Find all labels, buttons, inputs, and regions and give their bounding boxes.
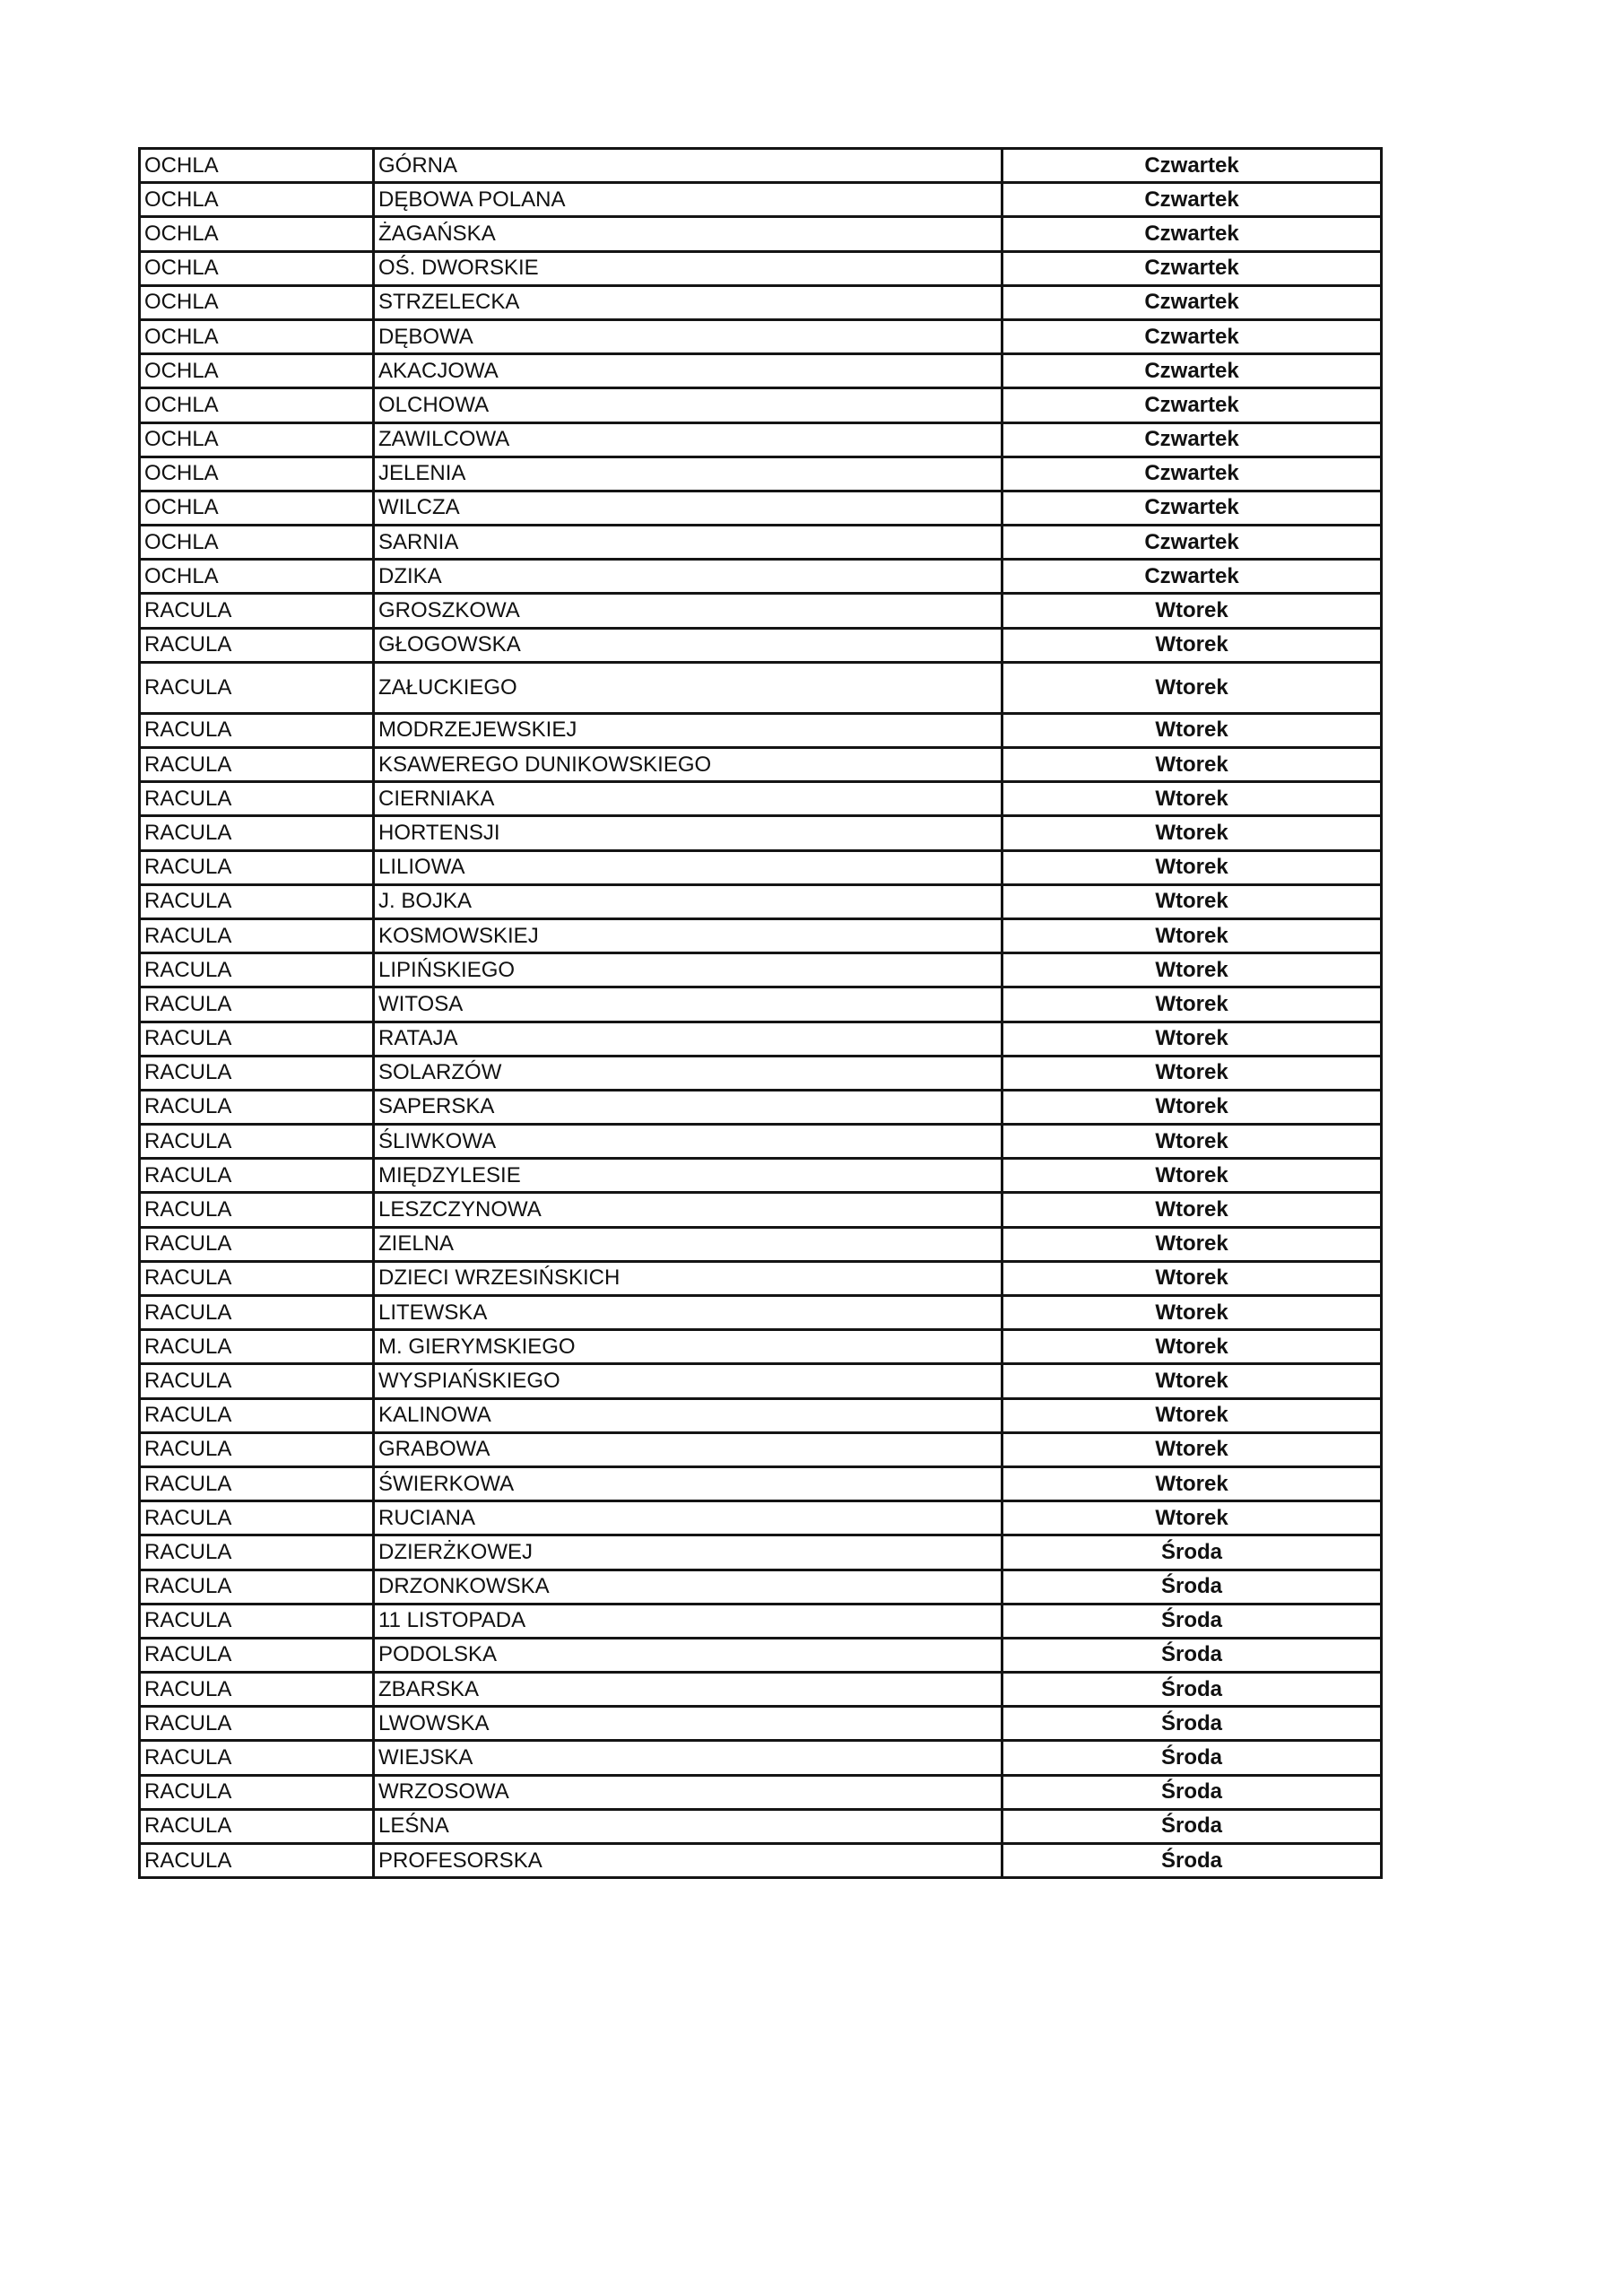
street-cell: KSAWEREGO DUNIKOWSKIEGO <box>374 748 1002 782</box>
table-row <box>140 1398 1382 1432</box>
table-row <box>140 1844 1382 1878</box>
street-cell: LWOWSKA <box>374 1707 1002 1741</box>
collection-day-cell: Wtorek <box>1002 1432 1382 1466</box>
street-cell: WILCZA <box>374 491 1002 525</box>
locality-cell: RACULA <box>140 1296 374 1330</box>
table-row <box>140 1090 1382 1124</box>
street-cell: SOLARZÓW <box>374 1056 1002 1090</box>
street-cell: LEŚNA <box>374 1809 1002 1843</box>
locality-cell: RACULA <box>140 1604 374 1638</box>
locality-cell: OCHLA <box>140 526 374 560</box>
collection-day-cell: Wtorek <box>1002 1125 1382 1159</box>
collection-day-cell: Wtorek <box>1002 1261 1382 1295</box>
table-row <box>140 628 1382 662</box>
street-cell: GROSZKOWA <box>374 594 1002 628</box>
table-row <box>140 918 1382 952</box>
locality-cell: RACULA <box>140 1741 374 1775</box>
table-row <box>140 1775 1382 1809</box>
street-cell: WITOSA <box>374 987 1002 1022</box>
street-cell: STRZELECKA <box>374 285 1002 319</box>
table-row <box>140 1330 1382 1364</box>
locality-cell: RACULA <box>140 1707 374 1741</box>
table-row <box>140 149 1382 183</box>
table-row <box>140 1364 1382 1398</box>
street-cell: ZBARSKA <box>374 1673 1002 1707</box>
street-cell: OŚ. DWORSKIE <box>374 251 1002 285</box>
locality-cell: OCHLA <box>140 149 374 183</box>
table-row <box>140 526 1382 560</box>
table-row <box>140 1638 1382 1672</box>
collection-day-cell: Środa <box>1002 1775 1382 1809</box>
table-row <box>140 1022 1382 1056</box>
collection-day-cell: Czwartek <box>1002 149 1382 183</box>
table-row <box>140 1296 1382 1330</box>
street-cell: MIĘDZYLESIE <box>374 1159 1002 1193</box>
street-cell: OLCHOWA <box>374 388 1002 422</box>
street-cell: WRZOSOWA <box>374 1775 1002 1809</box>
street-cell: ZIELNA <box>374 1227 1002 1261</box>
collection-day-cell: Wtorek <box>1002 1193 1382 1227</box>
locality-cell: RACULA <box>140 987 374 1022</box>
locality-cell: RACULA <box>140 1125 374 1159</box>
table-row <box>140 251 1382 285</box>
locality-cell: RACULA <box>140 1570 374 1604</box>
locality-cell: RACULA <box>140 1466 374 1500</box>
locality-cell: RACULA <box>140 918 374 952</box>
table-row <box>140 1604 1382 1638</box>
table-row <box>140 1227 1382 1261</box>
collection-day-cell: Czwartek <box>1002 217 1382 251</box>
locality-cell: RACULA <box>140 1501 374 1535</box>
street-cell: GŁOGOWSKA <box>374 628 1002 662</box>
locality-cell: OCHLA <box>140 560 374 594</box>
street-cell: WYSPIAŃSKIEGO <box>374 1364 1002 1398</box>
locality-cell: OCHLA <box>140 183 374 217</box>
table-row <box>140 1056 1382 1090</box>
table-row <box>140 1261 1382 1295</box>
locality-cell: RACULA <box>140 1844 374 1878</box>
collection-day-cell: Wtorek <box>1002 1022 1382 1056</box>
street-cell: AKACJOWA <box>374 354 1002 388</box>
locality-cell: RACULA <box>140 1638 374 1672</box>
collection-day-cell: Wtorek <box>1002 713 1382 747</box>
table-row <box>140 1125 1382 1159</box>
table-row <box>140 987 1382 1022</box>
collection-day-cell: Czwartek <box>1002 526 1382 560</box>
locality-cell: RACULA <box>140 850 374 884</box>
collection-day-cell: Wtorek <box>1002 1466 1382 1500</box>
street-cell: HORTENSJI <box>374 816 1002 850</box>
collection-day-cell: Wtorek <box>1002 1501 1382 1535</box>
table-row <box>140 748 1382 782</box>
locality-cell: RACULA <box>140 1227 374 1261</box>
collection-day-cell: Wtorek <box>1002 628 1382 662</box>
street-cell: ŻAGAŃSKA <box>374 217 1002 251</box>
street-cell: LILIOWA <box>374 850 1002 884</box>
street-cell: KALINOWA <box>374 1398 1002 1432</box>
collection-day-cell: Środa <box>1002 1707 1382 1741</box>
locality-cell: RACULA <box>140 1809 374 1843</box>
collection-day-cell: Czwartek <box>1002 422 1382 457</box>
table-row <box>140 782 1382 816</box>
collection-day-cell: Wtorek <box>1002 850 1382 884</box>
street-cell: LESZCZYNOWA <box>374 1193 1002 1227</box>
table-row <box>140 422 1382 457</box>
locality-cell: RACULA <box>140 1193 374 1227</box>
table-row <box>140 1809 1382 1843</box>
locality-cell: RACULA <box>140 884 374 918</box>
collection-day-cell: Środa <box>1002 1570 1382 1604</box>
collection-day-cell: Wtorek <box>1002 953 1382 987</box>
street-cell: WIEJSKA <box>374 1741 1002 1775</box>
collection-day-cell: Wtorek <box>1002 1296 1382 1330</box>
street-cell: DĘBOWA <box>374 319 1002 353</box>
locality-cell: RACULA <box>140 713 374 747</box>
collection-day-cell: Wtorek <box>1002 594 1382 628</box>
street-cell: DZIKA <box>374 560 1002 594</box>
locality-cell: RACULA <box>140 594 374 628</box>
table-row <box>140 850 1382 884</box>
table-row <box>140 713 1382 747</box>
table-row <box>140 1432 1382 1466</box>
collection-day-cell: Wtorek <box>1002 1159 1382 1193</box>
collection-day-cell: Środa <box>1002 1673 1382 1707</box>
street-cell: ŚWIERKOWA <box>374 1466 1002 1500</box>
locality-cell: OCHLA <box>140 354 374 388</box>
collection-day-cell: Czwartek <box>1002 560 1382 594</box>
street-cell: DZIECI WRZESIŃSKICH <box>374 1261 1002 1295</box>
street-cell: PROFESORSKA <box>374 1844 1002 1878</box>
locality-cell: OCHLA <box>140 457 374 491</box>
table-row <box>140 1741 1382 1775</box>
collection-day-cell: Środa <box>1002 1535 1382 1570</box>
table-row <box>140 1466 1382 1500</box>
street-cell: SAPERSKA <box>374 1090 1002 1124</box>
street-cell: MODRZEJEWSKIEJ <box>374 713 1002 747</box>
collection-day-cell: Wtorek <box>1002 1364 1382 1398</box>
collection-day-cell: Czwartek <box>1002 491 1382 525</box>
collection-day-cell: Wtorek <box>1002 816 1382 850</box>
table-row <box>140 457 1382 491</box>
street-cell: DZIERŻKOWEJ <box>374 1535 1002 1570</box>
table-row <box>140 491 1382 525</box>
collection-schedule-table <box>138 147 1383 1879</box>
collection-day-cell: Wtorek <box>1002 782 1382 816</box>
locality-cell: OCHLA <box>140 251 374 285</box>
table-row <box>140 884 1382 918</box>
collection-day-cell: Czwartek <box>1002 285 1382 319</box>
street-cell: RATAJA <box>374 1022 1002 1056</box>
street-cell: J. BOJKA <box>374 884 1002 918</box>
street-cell: PODOLSKA <box>374 1638 1002 1672</box>
street-cell: SARNIA <box>374 526 1002 560</box>
street-cell: KOSMOWSKIEJ <box>374 918 1002 952</box>
locality-cell: RACULA <box>140 1261 374 1295</box>
street-cell: DĘBOWA POLANA <box>374 183 1002 217</box>
table-row <box>140 816 1382 850</box>
table-row <box>140 1570 1382 1604</box>
street-cell: LIPIŃSKIEGO <box>374 953 1002 987</box>
table-row <box>140 953 1382 987</box>
collection-day-cell: Czwartek <box>1002 251 1382 285</box>
collection-day-cell: Wtorek <box>1002 1056 1382 1090</box>
locality-cell: RACULA <box>140 1775 374 1809</box>
collection-day-cell: Środa <box>1002 1809 1382 1843</box>
collection-day-cell: Wtorek <box>1002 1090 1382 1124</box>
collection-day-cell: Środa <box>1002 1844 1382 1878</box>
locality-cell: RACULA <box>140 1330 374 1364</box>
locality-cell: RACULA <box>140 782 374 816</box>
locality-cell: RACULA <box>140 1364 374 1398</box>
locality-cell: RACULA <box>140 1090 374 1124</box>
collection-day-cell: Czwartek <box>1002 457 1382 491</box>
locality-cell: OCHLA <box>140 319 374 353</box>
locality-cell: RACULA <box>140 816 374 850</box>
locality-cell: RACULA <box>140 628 374 662</box>
street-cell: RUCIANA <box>374 1501 1002 1535</box>
locality-cell: RACULA <box>140 1398 374 1432</box>
collection-day-cell: Czwartek <box>1002 388 1382 422</box>
table-row <box>140 1673 1382 1707</box>
locality-cell: RACULA <box>140 662 374 713</box>
street-cell: DRZONKOWSKA <box>374 1570 1002 1604</box>
table-row <box>140 217 1382 251</box>
collection-day-cell: Czwartek <box>1002 319 1382 353</box>
table-row <box>140 662 1382 713</box>
locality-cell: RACULA <box>140 748 374 782</box>
collection-day-cell: Wtorek <box>1002 918 1382 952</box>
collection-day-cell: Wtorek <box>1002 1398 1382 1432</box>
table-row <box>140 1501 1382 1535</box>
collection-day-cell: Wtorek <box>1002 987 1382 1022</box>
locality-cell: RACULA <box>140 1022 374 1056</box>
street-cell: ŚLIWKOWA <box>374 1125 1002 1159</box>
collection-day-cell: Środa <box>1002 1741 1382 1775</box>
table-row <box>140 354 1382 388</box>
street-cell: ZAŁUCKIEGO <box>374 662 1002 713</box>
street-cell: M. GIERYMSKIEGO <box>374 1330 1002 1364</box>
locality-cell: RACULA <box>140 1056 374 1090</box>
street-cell: GÓRNA <box>374 149 1002 183</box>
locality-cell: RACULA <box>140 1535 374 1570</box>
table-row <box>140 183 1382 217</box>
table-row <box>140 1159 1382 1193</box>
street-cell: JELENIA <box>374 457 1002 491</box>
locality-cell: OCHLA <box>140 388 374 422</box>
table-row <box>140 1707 1382 1741</box>
locality-cell: OCHLA <box>140 285 374 319</box>
collection-day-cell: Wtorek <box>1002 1330 1382 1364</box>
table-row <box>140 1193 1382 1227</box>
locality-cell: OCHLA <box>140 217 374 251</box>
collection-day-cell: Środa <box>1002 1638 1382 1672</box>
locality-cell: RACULA <box>140 1432 374 1466</box>
schedule-table-body <box>140 149 1382 1878</box>
collection-day-cell: Czwartek <box>1002 354 1382 388</box>
locality-cell: RACULA <box>140 1673 374 1707</box>
table-row <box>140 594 1382 628</box>
locality-cell: OCHLA <box>140 422 374 457</box>
collection-day-cell: Wtorek <box>1002 662 1382 713</box>
collection-day-cell: Wtorek <box>1002 748 1382 782</box>
street-cell: ZAWILCOWA <box>374 422 1002 457</box>
locality-cell: OCHLA <box>140 491 374 525</box>
table-row <box>140 388 1382 422</box>
locality-cell: RACULA <box>140 953 374 987</box>
collection-day-cell: Środa <box>1002 1604 1382 1638</box>
table-row <box>140 1535 1382 1570</box>
table-row <box>140 560 1382 594</box>
locality-cell: RACULA <box>140 1159 374 1193</box>
table-row <box>140 319 1382 353</box>
collection-day-cell: Wtorek <box>1002 884 1382 918</box>
table-row <box>140 285 1382 319</box>
street-cell: GRABOWA <box>374 1432 1002 1466</box>
street-cell: 11 LISTOPADA <box>374 1604 1002 1638</box>
collection-day-cell: Wtorek <box>1002 1227 1382 1261</box>
street-cell: LITEWSKA <box>374 1296 1002 1330</box>
collection-day-cell: Czwartek <box>1002 183 1382 217</box>
street-cell: CIERNIAKA <box>374 782 1002 816</box>
